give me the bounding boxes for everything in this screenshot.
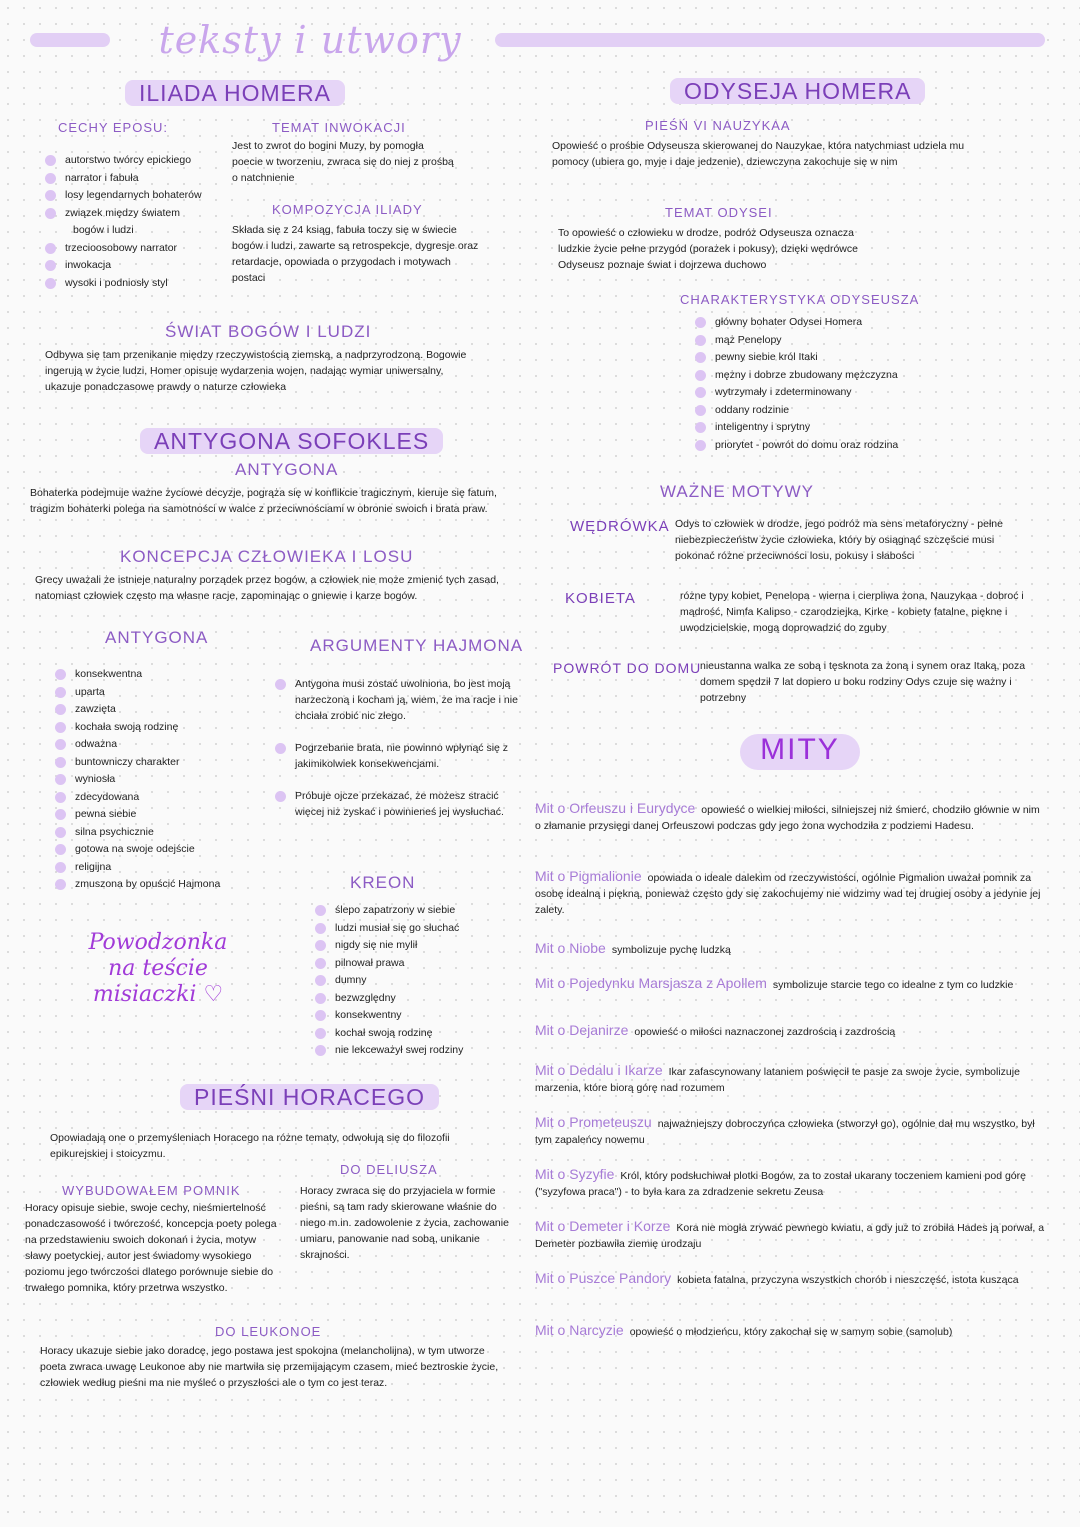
- list-item: kochała swoją rodzinę: [55, 719, 265, 737]
- pomnik-heading: WYBUDOWAŁEM POMNIK: [62, 1183, 241, 1198]
- motif-name: KOBIETA: [565, 590, 636, 607]
- antygona-subheading: ANTYGONA: [235, 460, 339, 479]
- leukonoe-text: Horacy ukazuje siebie jako doradcę, jego postawa jest spokojna (melancholijna), w tym utworze poeta zwraca uwagę Leukonoe aby nie martwiła się przemijającym czasem, mieć beztroskie życie, człowiek według pieśni ma nie myśleć o przyszłości ale o tym co jest teraz.: [40, 1345, 499, 1389]
- list-item: Antygona musi zostać uwolniona, bo jest moją narzeczoną i kocham ją, wiem, że ma racje i nie chciała zrobić nic złego.: [275, 676, 530, 724]
- myth-text: opowiada o ideale dalekim od rzeczywistości, ogólnie Pigmalion uważał pomnik za osobę idealną i piękną, ponieważ często gdy się zakochujemy nie widzimy wad tej drugiej osoby a jedynie jej zalety.: [535, 872, 1041, 916]
- piesn-text: Opowieść o prośbie Odyseusza skierowanej do Nauzykae, która natychmiast udziela mu pomocy (ubiera go, myje i daje jedzenie), dziewczyna zakochuje się w nim: [552, 140, 965, 168]
- kreon-list: [315, 902, 515, 1060]
- myth-text: opowieść o młodzieńcu, który zakochał się w samym sobie (samolub): [629, 1326, 953, 1338]
- title-band-left: [30, 33, 110, 47]
- list-item: inwokacja: [45, 257, 245, 275]
- motif-text: różne typy kobiet, Penelopa - wierna i cierpliwa żona, Nauzykaa - dobroć i mądrość, Nimfa Kalipso - czarodziejka, Kirke - kobiety fatalne, piękne i uwodzicielskie, mogą doprowadzić do zguby: [680, 590, 1024, 634]
- temat-odysei-text: To opowieść o człowieku w drodze, podróż Odyseusza oznacza ludzkie życie pełne przygód (porażek i pokusy), dzięki wędrówce Odyseusz poznaje świat i dojrzewa duchowo: [558, 227, 858, 271]
- myth-name: Mit o Niobe: [535, 940, 606, 956]
- list-item: Pogrzebanie brata, nie powinno wpłynąć się z jakimikolwiek konsekwencjami.: [275, 740, 530, 772]
- mity-heading: MITY: [760, 733, 840, 766]
- list-item: pewna siebie: [55, 806, 265, 824]
- cechy-eposu-list: [45, 152, 245, 292]
- list-item: konsekwentny: [315, 1007, 515, 1025]
- antygona-cechy-heading: ANTYGONA: [105, 628, 209, 647]
- myth-text: kobieta fatalna, przyczyna wszystkich chorób i nieszczęść, istota kusząca: [677, 1274, 1019, 1286]
- antygona-intro: Bohaterka podejmuje ważne życiowe decyzje, pogrąża się w konflikcie tragicznym, kieruje się fatum, tragizm bohaterki polega na samotności w walce z przeciwnościami w obronie swoich i brata praw.: [30, 487, 497, 515]
- myth-name: Mit o Dejanirze: [535, 1022, 629, 1038]
- charakterystyka-list: [695, 314, 975, 454]
- charakterystyka-heading: CHARAKTERYSTYKA ODYSEUSZA: [680, 292, 920, 307]
- list-item: dumny: [315, 972, 515, 990]
- list-item: uparta: [55, 684, 265, 702]
- myth-item: [535, 1062, 1045, 1096]
- motif-row: [553, 658, 1043, 706]
- list-item: nie lekceważył swej rodziny: [315, 1042, 515, 1060]
- motif-row: [570, 516, 1050, 564]
- list-item: wytrzymały i zdeterminowany: [695, 384, 975, 402]
- myth-item: [535, 1022, 1045, 1040]
- myth-item: [535, 1166, 1045, 1200]
- list-item: priorytet - powrót do domu oraz rodzina: [695, 437, 975, 455]
- myth-item: [535, 940, 1045, 958]
- argumenty-list: [275, 676, 530, 820]
- myth-item: [535, 1218, 1045, 1252]
- piesn-heading: PIEŚŃ VI NAUZYKAA: [645, 118, 791, 133]
- myth-name: Mit o Prometeuszu: [535, 1114, 652, 1130]
- list-item: losy legendarnych bohaterów: [45, 187, 245, 205]
- myth-item: [535, 868, 1045, 918]
- myth-name: Mit o Syzyfie: [535, 1166, 615, 1182]
- swiat-bogow-heading: ŚWIAT BOGÓW I LUDZI: [165, 322, 372, 341]
- temat-inwokacji-heading: TEMAT INWOKACJI: [272, 120, 406, 135]
- temat-odysei-heading: TEMAT ODYSEI: [665, 205, 773, 220]
- list-item: konsekwentna: [55, 666, 265, 684]
- myth-item: [535, 975, 1045, 993]
- list-item: gotowa na swoje odejście: [55, 841, 265, 859]
- cechy-eposu-heading: CECHY EPOSU:: [58, 120, 169, 135]
- list-item: trzecioosobowy narrator: [45, 240, 245, 258]
- list-item: ślepo zapatrzony w siebie: [315, 902, 515, 920]
- list-item: inteligentny i sprytny: [695, 419, 975, 437]
- motif-text: nieustanna walka ze sobą i tęsknota za żoną i synem oraz Itaką, poza domem spędził 7 lat dopiero u boku rodziny Odys czuje się ważny i potrzebny: [700, 660, 1026, 704]
- list-item: oddany rodzinie: [695, 402, 975, 420]
- myth-text: symbolizuje pychę ludzką: [611, 944, 731, 956]
- motif-text: Odys to człowiek w drodze, jego podróż ma sens metaforyczny - pełne niebezpieczeństw życie człowieka, który by osiągnąć szczęście musi pokonać różne przeciwności losu, pokusy i słabości: [675, 518, 1003, 562]
- temat-inwokacji-text: Jest to zwrot do bogini Muzy, by pomogła poecie w tworzeniu, zwraca się do niej z prośbą o natchnienie: [232, 140, 454, 184]
- koncepcja-heading: KONCEPCJA CZŁOWIEKA I LOSU: [120, 547, 414, 566]
- page-title: teksty i utwory: [158, 18, 462, 62]
- motif-row: [565, 588, 1045, 636]
- myth-name: Mit o Orfeuszu i Eurydyce: [535, 800, 696, 816]
- list-item: wyniosła: [55, 771, 265, 789]
- horacy-heading: PIEŚNI HORACEGO: [180, 1084, 439, 1111]
- list-item: związek między światem: [45, 205, 245, 223]
- list-item: odważna: [55, 736, 265, 754]
- swiat-bogow-text: Odbywa się tam przenikanie między rzeczywistością ziemską, a nadprzyrodzoną. Bogowie ingerują w życie ludzi, Homer opisuje wydarzenia wojen, nadając wymiar uniwersalny, ukazuje ponadczasowe prawdy o naturze człowieka: [45, 349, 467, 393]
- list-item: Próbuje ojcze przekazać, że możesz stracić więcej niż zyskać i powinieneś jej wysłuchać.: [275, 788, 530, 820]
- list-item: nigdy się nie mylił: [315, 937, 515, 955]
- list-item: zawzięta: [55, 701, 265, 719]
- myth-text: Król, który podsłuchiwał plotki Bogów, za to został ukarany toczeniem kamieni pod górę ("syzyfowa praca") - to była kara za zdradzenie sekretu Zeusa: [535, 1170, 1026, 1198]
- list-item: pilnował prawa: [315, 955, 515, 973]
- myth-text: opowieść o wielkiej miłości, silniejszej niż śmierć, chodziło głównie w nim o złamanie przysięgi danej Orfeuszowi podczas gdy jego żona wychodziła z podziemi Hadesu.: [535, 804, 1040, 832]
- antygona-cechy-list: [55, 666, 265, 894]
- motif-name: POWRÓT DO DOMU: [553, 660, 702, 676]
- list-item: mężny i dobrze zbudowany mężczyzna: [695, 367, 975, 385]
- motif-name: WĘDRÓWKA: [570, 518, 670, 535]
- list-item: wysoki i podniosły styl: [45, 275, 245, 293]
- deliusz-heading: DO DELIUSZA: [340, 1162, 438, 1177]
- myth-name: Mit o Dedalu i Ikarze: [535, 1062, 663, 1078]
- argumenty-heading: ARGUMENTY HAJMONA: [310, 636, 524, 655]
- kompozycja-text: Składa się z 24 ksiąg, fabuła toczy się w świecie bogów i ludzi, zawarte są retrospekcje, dygresje oraz retardacje, opowiada o przygodach i motywach postaci: [232, 224, 479, 284]
- list-item: główny bohater Odysei Homera: [695, 314, 975, 332]
- list-item: religijna: [55, 859, 265, 877]
- myth-name: Mit o Demeter i Korze: [535, 1218, 671, 1234]
- kreon-heading: KREON: [350, 873, 416, 892]
- myth-item: [535, 800, 1045, 834]
- kompozycja-heading: KOMPOZYCJA ILIADY: [272, 202, 423, 217]
- koncepcja-text: Grecy uważali że istnieje naturalny porządek przez bogów, a człowiek nie może zmienić tych zasad, natomiast człowiek często ma własne racje, zapominając o gniewie i karze bogów.: [35, 574, 499, 602]
- list-item: zdecydowana: [55, 789, 265, 807]
- list-item: autorstwo twórcy epickiego: [45, 152, 245, 170]
- myth-text: Ikar zafascynowany lataniem poświęcił te pasje za swoje życie, symbolizuje marzenia, które biorą górę nad rozumem: [535, 1066, 1020, 1094]
- myth-name: Mit o Narcyzie: [535, 1322, 624, 1338]
- list-item: narrator i fabuła: [45, 170, 245, 188]
- myth-text: opowieść o miłości naznaczonej zazdrością i zazdrością: [634, 1026, 896, 1038]
- list-item: silna psychicznie: [55, 824, 265, 842]
- myth-item: [535, 1114, 1045, 1148]
- myth-text: symbolizuje starcie tego co idealne z tym co ludzkie: [772, 979, 1014, 991]
- list-item: bezwzględny: [315, 990, 515, 1008]
- list-item: buntowniczy charakter: [55, 754, 265, 772]
- list-item: zmuszona by opuścić Hajmona: [55, 876, 265, 894]
- iliada-heading: ILIADA HOMERA: [125, 80, 345, 107]
- list-item: ludzi musiał się go słuchać: [315, 920, 515, 938]
- horacy-intro: Opowiadają one o przemyśleniach Horacego na różne tematy, odwołują się do filozofii epikurejskiej i stoicyzmu.: [50, 1132, 450, 1160]
- myth-item: [535, 1270, 1045, 1288]
- motywy-heading: WAŻNE MOTYWY: [660, 482, 814, 501]
- myth-name: Mit o Pigmalionie: [535, 868, 642, 884]
- leukonoe-heading: DO LEUKONOE: [215, 1324, 322, 1339]
- good-luck-note: Powodzonka na teście misiaczki ♡: [88, 930, 228, 1007]
- list-item: mąż Penelopy: [695, 332, 975, 350]
- title-band-right: [495, 33, 1045, 47]
- myth-text: Kora nie mogła zrywać pewnego kwiatu, a gdy już to zrobiła Hades ją porwał, a Demeter pozbawiła ziemię urodzaju: [535, 1222, 1045, 1250]
- myth-item: [535, 1322, 1045, 1340]
- list-item: bogów i ludzi: [73, 224, 134, 236]
- antygona-heading: ANTYGONA SOFOKLES: [140, 428, 443, 455]
- deliusz-text: Horacy zwraca się do przyjaciela w formie pieśni, są tam rady skierowane właśnie do niego m.in. zadowolenie z życia, zachowanie umiaru, panowanie nad sobą, unikanie skrajności.: [300, 1185, 509, 1261]
- list-item: kochał swoją rodzinę: [315, 1025, 515, 1043]
- myth-text: najważniejszy dobroczyńca człowieka (stworzył go), ogólnie dał mu wszystko, był tym zapaleńcy nowemu: [535, 1118, 1035, 1146]
- list-item: pewny siebie król Itaki: [695, 349, 975, 367]
- pomnik-text: Horacy opisuje siebie, swoje cechy, nieśmiertelność ponadczasowość i twórczość, koncepcja poety polega na przedstawieniu swoich dokonań i życia, motyw sławy poetyckiej, autor jest świadomy wysokiego poziomu jego twórczości dlatego porównuje siebie do trwałego pomnika, który przetrwa wszystko.: [25, 1202, 277, 1294]
- myth-name: Mit o Pojedynku Marsjasza z Apollem: [535, 975, 767, 991]
- myth-name: Mit o Puszce Pandory: [535, 1270, 672, 1286]
- odyseja-heading: ODYSEJA HOMERA: [670, 78, 925, 105]
